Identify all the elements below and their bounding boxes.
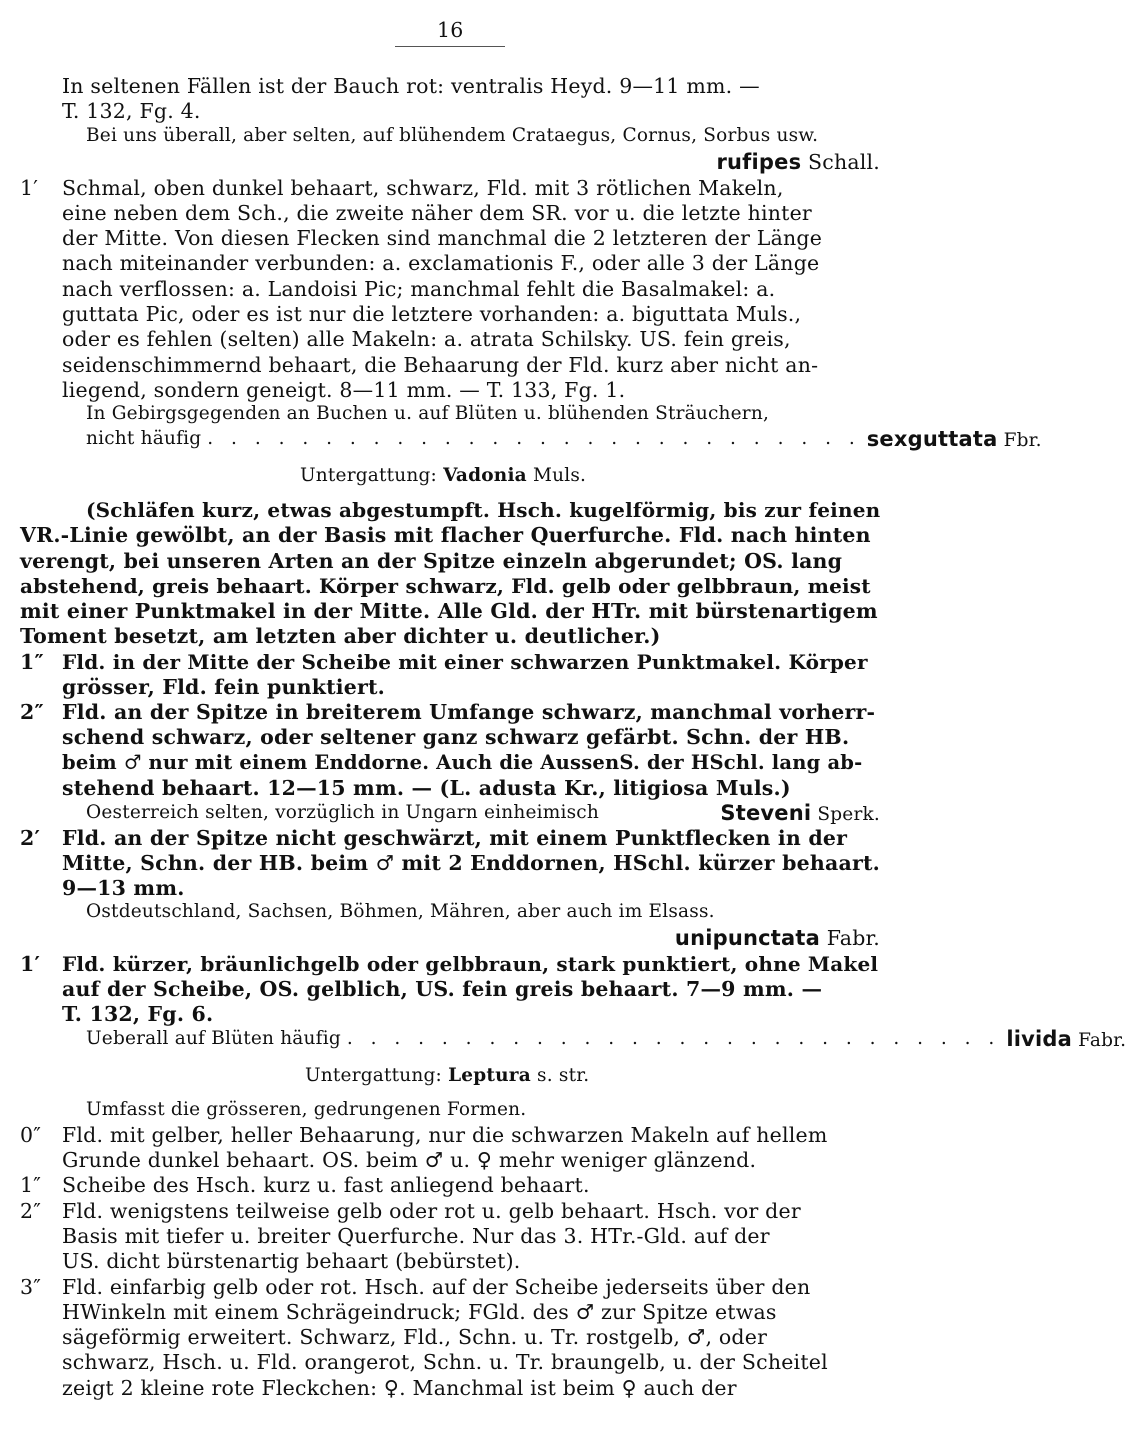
text-line: Toment besetzt, am letzten aber dichter u. deutlicher.) bbox=[20, 624, 661, 648]
text-line: mit einer Punktmakel in der Mitte. Alle Gld. der HTr. mit bürstenartigem bbox=[20, 599, 878, 623]
species-author: Schall. bbox=[808, 150, 880, 174]
text-line: Basis mit tiefer u. breiter Querfurche. Nur das 3. HTr.-Gld. auf der bbox=[62, 1224, 770, 1248]
species-author: Sperk. bbox=[817, 804, 880, 825]
species-author: Fabr. bbox=[826, 926, 880, 950]
subgenus-name: Leptura bbox=[448, 1065, 531, 1086]
text-line: guttata Pic, oder es ist nur die letztere vorhanden: a. biguttata Muls., bbox=[62, 302, 802, 326]
couplet-number: 0″ bbox=[20, 1123, 42, 1147]
locality-text: Ueberall auf Blüten häufig bbox=[86, 1028, 341, 1049]
text-line: zeigt 2 kleine rote Fleckchen: ♀. Manchmal ist beim ♀ auch der bbox=[62, 1376, 737, 1400]
text-line: auf der Scheibe, OS. gelblich, US. fein greis behaart. 7—9 mm. — bbox=[62, 977, 823, 1001]
text-line: Fld. wenigstens teilweise gelb oder rot u. gelb behaart. Hsch. vor der bbox=[62, 1199, 801, 1223]
header-rule bbox=[395, 46, 505, 47]
species-author: Fbr. bbox=[1003, 430, 1042, 451]
subgenus-prefix: Untergattung: bbox=[300, 465, 437, 486]
species-label bbox=[867, 427, 1042, 453]
species-name: livida bbox=[1006, 1027, 1072, 1051]
text-line: stehend behaart. 12—15 mm. — (L. adusta Kr., litigiosa Muls.) bbox=[62, 776, 791, 800]
species-name: Steveni bbox=[720, 801, 812, 825]
couplet-number: 1′ bbox=[20, 176, 39, 200]
text-line: Fld. an der Spitze in breiterem Umfange schwarz, manchmal vorherr- bbox=[62, 700, 876, 724]
text-line: schwarz, Hsch. u. Fld. orangerot, Schn. u. Tr. braungelb, u. der Scheitel bbox=[62, 1350, 828, 1374]
text-line: beim ♂ nur mit einem Enddorne. Auch die AussenS. der HSchl. lang ab- bbox=[62, 751, 863, 774]
text-line: Scheibe des Hsch. kurz u. fast anliegend behaart. bbox=[62, 1173, 590, 1197]
species-entry bbox=[86, 427, 1042, 453]
text-line: Fld. in der Mitte der Scheibe mit einer schwarzen Punktmakel. Körper bbox=[62, 650, 868, 674]
text-line: Mitte, Schn. der HB. beim ♂ mit 2 Enddornen, HSchl. kürzer behaart. bbox=[62, 851, 880, 875]
text-line: T. 132, Fg. 6. bbox=[62, 1002, 214, 1026]
species-label bbox=[1006, 1027, 1126, 1053]
text-line: Fld. einfarbig gelb oder rot. Hsch. auf der Scheibe jederseits über den bbox=[62, 1275, 811, 1299]
page-number: 16 bbox=[437, 18, 464, 42]
text-line: US. dicht bürstenartig behaart (bebürstet). bbox=[62, 1249, 521, 1273]
text-line: T. 132, Fg. 4. bbox=[62, 99, 201, 123]
couplet-number: 2″ bbox=[20, 1199, 42, 1223]
subgenus-name: Vadonia bbox=[443, 465, 527, 486]
couplet-number: 1″ bbox=[20, 1173, 42, 1197]
text-line: liegend, sondern geneigt. 8—11 mm. — T. 133, Fg. 1. bbox=[62, 378, 626, 402]
text-line: nach verflossen: a. Landoisi Pic; manchmal fehlt die Basalmakel: a. bbox=[62, 277, 776, 301]
species-label bbox=[720, 801, 880, 827]
text-line: Fld. mit gelber, heller Behaarung, nur die schwarzen Makeln auf hellem bbox=[62, 1123, 828, 1147]
text-line: Fld. an der Spitze nicht geschwärzt, mit einem Punktflecken in der bbox=[62, 826, 848, 850]
text-line: verengt, bei unseren Arten an der Spitze einzeln abgerundet; OS. lang bbox=[20, 549, 843, 573]
text-line: Schmal, oben dunkel behaart, schwarz, Fld. mit 3 rötlichen Makeln, bbox=[62, 176, 784, 200]
species-name: unipunctata bbox=[674, 926, 821, 950]
subgenus-prefix: Untergattung: bbox=[305, 1065, 442, 1086]
text-line: eine neben dem Sch., die zweite näher dem SR. vor u. die letzte hinter bbox=[62, 201, 812, 225]
species-name: rufipes bbox=[716, 150, 802, 174]
species-entry bbox=[86, 801, 880, 827]
text-line: schend schwarz, oder seltener ganz schwarz gefärbt. Schn. der HB. bbox=[62, 725, 850, 749]
species-entry bbox=[86, 1027, 1126, 1053]
text-line: (Schläfen kurz, etwas abgestumpft. Hsch. kugelförmig, bis zur feinen bbox=[86, 498, 881, 522]
text-line: der Mitte. Von diesen Flecken sind manchmal die 2 letzteren der Länge bbox=[62, 226, 823, 250]
species-entry bbox=[630, 150, 880, 174]
subgenus-author: s. str. bbox=[537, 1065, 590, 1086]
text-line: grösser, Fld. fein punktiert. bbox=[62, 675, 386, 699]
couplet-number: 3″ bbox=[20, 1275, 42, 1299]
species-author: Fabr. bbox=[1078, 1030, 1126, 1051]
text-line: Bei uns überall, aber selten, auf blühendem Crataegus, Cornus, Sorbus usw. bbox=[86, 125, 819, 146]
text-line: Umfasst die grösseren, gedrungenen Formen. bbox=[86, 1099, 527, 1120]
text-line: Grunde dunkel behaart. OS. beim ♂ u. ♀ mehr weniger glänzend. bbox=[62, 1148, 757, 1172]
species-entry bbox=[630, 926, 880, 950]
subgenus-heading bbox=[300, 464, 586, 488]
text-line: Ostdeutschland, Sachsen, Böhmen, Mähren, aber auch im Elsass. bbox=[86, 901, 715, 922]
text-line: 9—13 mm. bbox=[62, 876, 185, 900]
couplet-number: 2″ bbox=[20, 700, 44, 724]
text-line: oder es fehlen (selten) alle Makeln: a. atrata Schilsky. US. fein greis, bbox=[62, 327, 791, 351]
text-line: In Gebirgsgegenden an Buchen u. auf Blüten u. blühenden Sträuchern, bbox=[86, 403, 770, 424]
text-line: VR.-Linie gewölbt, an der Basis mit flacher Querfurche. Fld. nach hinten bbox=[20, 523, 871, 547]
leader-dots: . . . . . . . . . . . . . . . . . . . . . . . . . . . . bbox=[346, 1028, 1001, 1049]
text-line: seidenschimmernd behaart, die Behaarung der Fld. kurz aber nicht an- bbox=[62, 353, 819, 377]
text-line: HWinkeln mit einem Schrägeindruck; FGld. des ♂ zur Spitze etwas bbox=[62, 1300, 777, 1324]
couplet-number: 1′ bbox=[20, 952, 41, 976]
leader-dots: . . . . . . . . . . . . . . . . . . . . . . . . . . . . bbox=[207, 428, 861, 449]
text-line: In seltenen Fällen ist der Bauch rot: ventralis Heyd. 9—11 mm. — bbox=[62, 74, 760, 98]
text-line: Fld. kürzer, bräunlichgelb oder gelbbraun, stark punktiert, ohne Makel bbox=[62, 952, 879, 976]
couplet-number: 2′ bbox=[20, 826, 41, 850]
couplet-number: 1″ bbox=[20, 650, 44, 674]
subgenus-heading bbox=[305, 1064, 589, 1088]
text-line: sägeförmig erweitert. Schwarz, Fld., Schn. u. Tr. rostgelb, ♂, oder bbox=[62, 1325, 768, 1349]
locality-text: nicht häufig bbox=[86, 428, 202, 449]
subgenus-author: Muls. bbox=[532, 465, 587, 486]
locality-text: Oesterreich selten, vorzüglich in Ungarn einheimisch bbox=[86, 802, 599, 823]
species-name: sexguttata bbox=[866, 427, 998, 451]
text-line: abstehend, greis behaart. Körper schwarz, Fld. gelb oder gelbbraun, meist bbox=[20, 574, 871, 598]
text-line: nach miteinander verbunden: a. exclamationis F., oder alle 3 der Länge bbox=[62, 251, 820, 275]
